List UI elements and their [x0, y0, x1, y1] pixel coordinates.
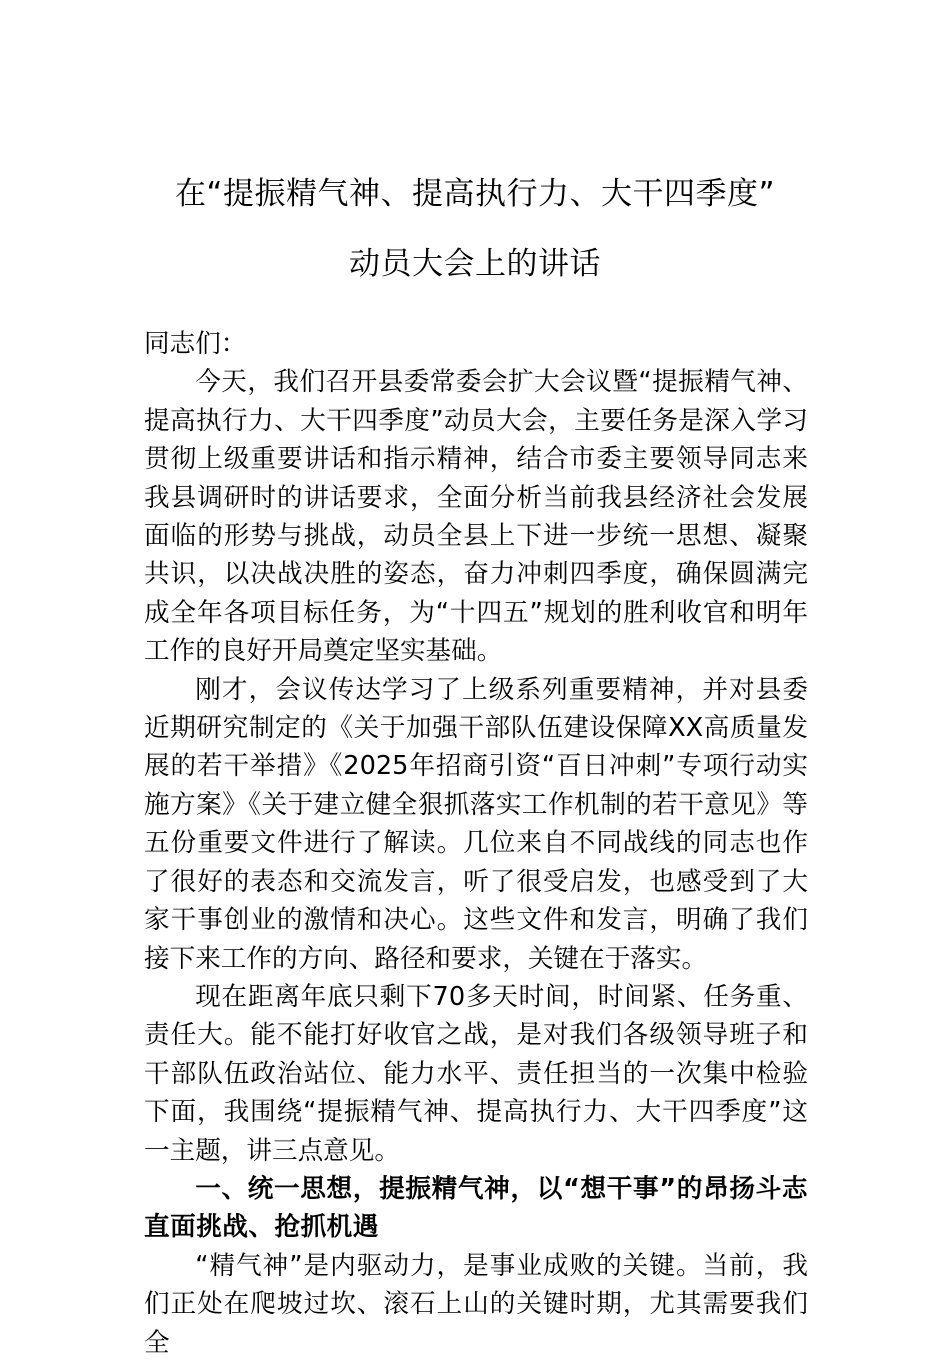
paragraph-4: “精气神”是内驱动力，是事业成败的关键。当前，我们正处在爬坡过坎、滚石上山的关键时期，尤其需要我们全: [144, 1250, 808, 1358]
paragraph-1: 今天，我们召开县委常委会扩大会议暨“提振精气神、提高执行力、大干四季度”动员大会，主要任务是深入学习贯彻上级重要讲话和指示精神，结合市委主要领导同志来我县调研时的讲话要求，全面分析当前我县经济社会发展面临的形势与挑战，动员全县上下进一步统一思想、凝聚共识，以决战决胜的姿态，奋力冲刺四季度，确保圆满完成全年各项目标任务，为“十四五”规划的胜利收官和明年工作的良好开局奠定坚实基础。: [144, 367, 808, 667]
paragraph-3: 现在距离年底只剩下70多天时间，时间紧、任务重、责任大。能不能打好收官之战，是对我们各级领导班子和干部队伍政治站位、能力水平、责任担当的一次集中检验下面，我围绕“提振精气神、提高执行力、大干四季度”这一主题，讲三点意见。: [144, 981, 808, 1166]
section-heading-1: 一、统一思想，提振精气神，以“想干事”的昂扬斗志直面挑战、抢抓机遇: [144, 1173, 808, 1243]
greeting: 同志们：: [144, 329, 247, 359]
document-body: [144, 325, 808, 1362]
paragraph-2: 刚才，会议传达学习了上级系列重要精神，并对县委近期研究制定的《关于加强干部队伍建设保障XX高质量发展的若干举措》《2025年招商引资“百日冲刺”专项行动实施方案》《关于建立健全狠抓落实工作机制的若干意见》等五份重要文件进行了解读。几位来自不同战线的同志也作了很好的表态和交流发言，听了很受启发，也感受到了大家干事创业的激情和决心。这些文件和发言，明确了我们接下来工作的方向、路径和要求，关键在于落实。: [144, 674, 808, 974]
document-title-line-1: 在“提振精气神、提高执行力、大干四季度”: [174, 176, 776, 212]
document-title-line-2: 动员大会上的讲话: [349, 246, 601, 282]
